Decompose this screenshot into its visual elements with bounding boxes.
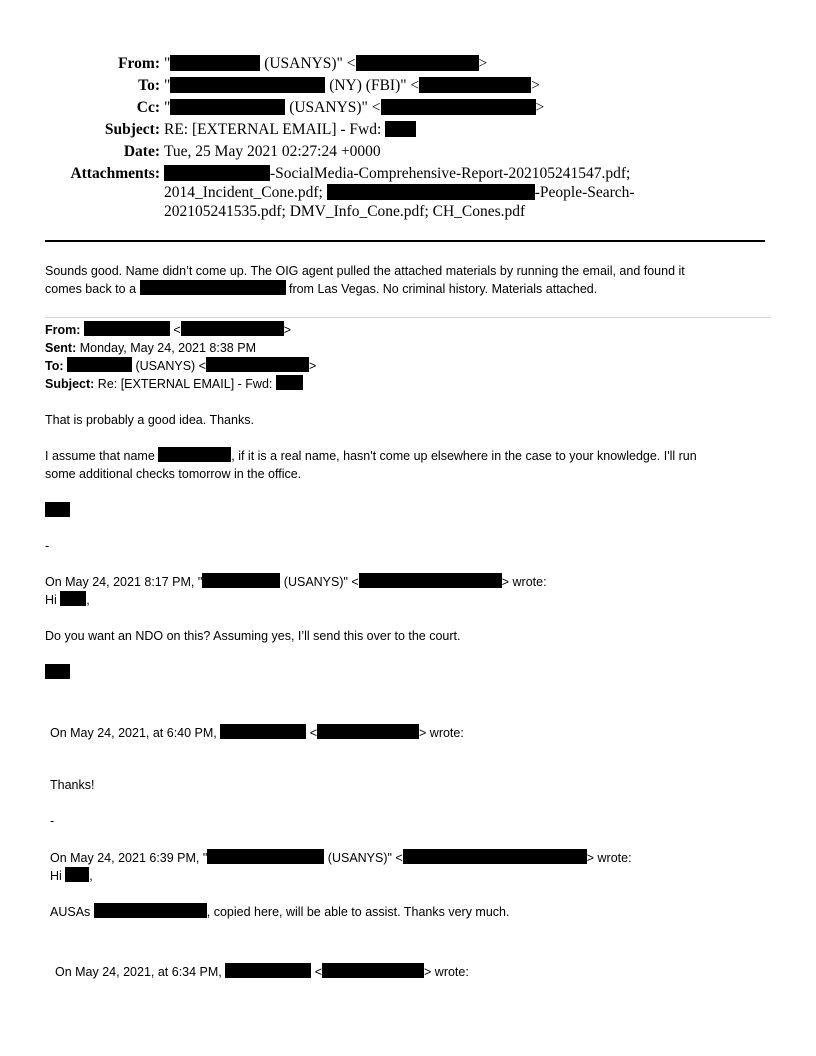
redaction-block xyxy=(60,591,86,606)
redaction-block xyxy=(158,447,231,462)
redaction-block xyxy=(385,121,416,137)
redaction-block xyxy=(67,357,132,372)
reply-from-row: From: < > xyxy=(45,323,291,337)
redaction-block xyxy=(202,573,280,588)
from-label: From: xyxy=(118,55,160,72)
reply-sent-row: Sent: Monday, May 24, 2021 8:38 PM xyxy=(45,341,256,355)
redaction-block xyxy=(181,321,284,336)
redaction-block xyxy=(317,724,419,739)
body-line: AUSAs , copied here, will be able to assist. Thanks very much. xyxy=(50,905,510,919)
redaction-block xyxy=(170,99,285,115)
body-line: Sounds good. Name didn’t come up. The OIG agent pulled the attached materials by running the email, and found it xyxy=(45,264,685,278)
to-label: To: xyxy=(138,77,160,94)
redaction-block xyxy=(65,867,89,882)
reply-to-row: To: (USANYS) < > xyxy=(45,359,317,373)
redaction-block xyxy=(170,55,260,71)
reply-subject-row: Subject: Re: [EXTERNAL EMAIL] - Fwd: xyxy=(45,375,303,393)
body-line: comes back to a from Las Vegas. No criminal history. Materials attached. xyxy=(45,282,598,296)
body-line: I assume that name , if it is a real name, hasn't come up elsewhere in the case to your knowledge. I'll run xyxy=(45,449,697,463)
body-line: Do you want an NDO on this? Assuming yes, I’ll send this over to the court. xyxy=(45,629,461,643)
redaction-block xyxy=(45,664,70,679)
subject-value: RE: [EXTERNAL EMAIL] - Fwd: xyxy=(164,121,386,138)
date-label: Date: xyxy=(123,143,160,160)
attachment-list: -SocialMedia-Comprehensive-Report-202105241547.pdf; 2014_Incident_Cone.pdf; -People-Search- 202105241535.pdf; DMV_Info_Cone.pdf; CH_Cones.pdf xyxy=(164,165,635,220)
quote-intro: On May 24, 2021 6:39 PM, " (USANYS)" < > wrote: xyxy=(50,851,632,865)
redaction-block xyxy=(381,99,536,115)
redaction-block xyxy=(220,724,306,739)
redaction-block xyxy=(206,357,309,372)
redaction-block xyxy=(322,963,424,978)
redaction-block xyxy=(45,502,70,517)
redaction-block xyxy=(225,963,311,978)
quote-intro: On May 24, 2021, at 6:40 PM, < > wrote: xyxy=(50,726,464,740)
redaction-block xyxy=(419,77,531,93)
signature-redaction xyxy=(45,502,70,520)
signature-redaction xyxy=(45,664,70,682)
redaction-block xyxy=(94,903,207,918)
redaction-block xyxy=(327,184,535,200)
quote-intro: On May 24, 2021, at 6:34 PM, < > wrote: xyxy=(55,965,469,979)
subject-label: Subject: xyxy=(104,121,160,138)
greeting: Hi , xyxy=(45,593,90,607)
body-line: Thanks! xyxy=(50,778,95,792)
quote-intro: On May 24, 2021 8:17 PM, " (USANYS)" < > wrote: xyxy=(45,575,547,589)
header-divider xyxy=(45,240,765,242)
cc-label: Cc: xyxy=(136,99,160,116)
redaction-block xyxy=(140,280,286,295)
dash: - xyxy=(45,539,50,553)
attachments-label: Attachments: xyxy=(70,165,160,182)
dash: - xyxy=(50,814,55,828)
greeting: Hi , xyxy=(50,869,93,883)
redaction-block xyxy=(84,321,170,336)
redaction-block xyxy=(403,849,587,864)
redaction-block xyxy=(276,375,303,390)
date-value: Tue, 25 May 2021 02:27:24 +0000 xyxy=(164,143,381,160)
body-line: some additional checks tomorrow in the office. xyxy=(45,467,302,481)
redaction-block xyxy=(207,849,324,864)
redaction-block xyxy=(359,573,502,588)
redaction-block xyxy=(356,55,479,71)
redaction-block xyxy=(164,165,270,181)
body-line: That is probably a good idea. Thanks. xyxy=(45,413,254,427)
redaction-block xyxy=(170,77,325,93)
reply-separator xyxy=(45,317,771,318)
